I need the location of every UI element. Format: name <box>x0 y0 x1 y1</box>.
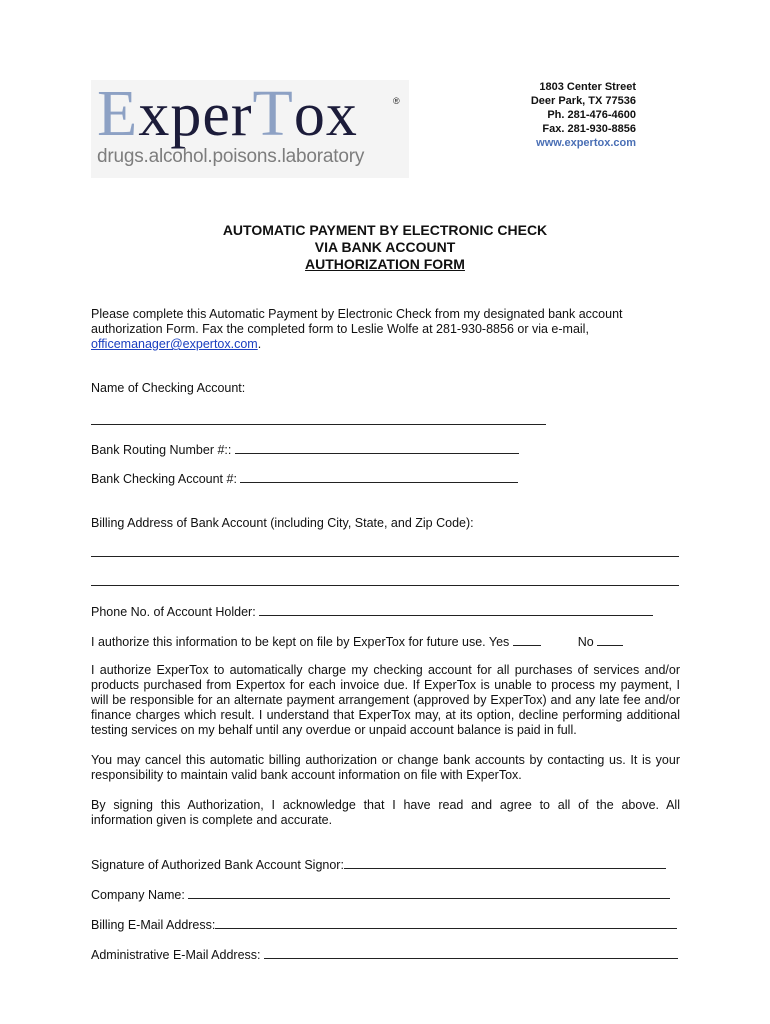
no-label: No <box>577 635 594 649</box>
expertox-logo <box>91 77 409 178</box>
office-manager-email-link[interactable]: officemanager@expertox.com <box>91 337 258 351</box>
signature-row <box>91 857 680 873</box>
phone-field[interactable] <box>259 604 653 616</box>
website-link[interactable]: www.expertox.com <box>536 137 636 149</box>
billing-address-field-2[interactable] <box>91 585 679 586</box>
title-line-1: AUTOMATIC PAYMENT BY ELECTRONIC CHECK <box>222 222 548 238</box>
title-line-3: AUTHORIZATION FORM <box>305 256 465 272</box>
company-label: Company Name: <box>91 888 185 902</box>
signature-field[interactable] <box>344 857 666 869</box>
cancel-paragraph: You may cancel this automatic billing authorization or change bank accounts by contacting us. It is your responsibility to maintain valid bank account information on file with ExperTox. <box>91 753 680 782</box>
authorize-file-label: I authorize this information to be kept on file by ExperTox for future use. Yes <box>91 635 510 649</box>
phone-label: Phone No. of Account Holder: <box>91 605 256 619</box>
authorize-charge-paragraph: I authorize ExperTox to automatically charge my checking account for all purchases of services and/or products purchased from Expertox for each invoice due. If ExperTox is unable to process my payment, I will be responsible for an alternate payment arrangement (approved by ExperTox) and any late fee and/or finance charges which result. I understand that ExperTox may, at its option, decline performing additional testing services on my behalf until any overdue or unpaid account balance is paid in full. <box>91 663 680 737</box>
yes-field[interactable] <box>513 634 541 646</box>
checking-account-name-label: Name of Checking Account: <box>91 381 246 395</box>
address-fax: Fax. 281-930-8856 <box>542 123 636 135</box>
logo-wordmark: ExperTox <box>97 77 358 150</box>
billing-address-label: Billing Address of Bank Account (including City, State, and Zip Code): <box>91 516 474 530</box>
form-title <box>0 222 770 273</box>
acknowledge-paragraph: By signing this Authorization, I acknowledge that I have read and agree to all of the above. All information given is complete and accurate. <box>91 798 680 827</box>
billing-email-label: Billing E-Mail Address: <box>91 918 216 932</box>
company-row <box>91 887 680 903</box>
intro-line-2: authorization Form. Fax the completed form to Leslie Wolfe at 281-930-8856 or via e-mail, <box>91 322 589 336</box>
account-number-field[interactable] <box>240 471 518 483</box>
account-number-row <box>91 471 680 487</box>
routing-number-field[interactable] <box>235 442 519 454</box>
registered-mark: ® <box>393 96 400 106</box>
logo-tagline: drugs.alcohol.poisons.laboratory <box>97 146 365 167</box>
checking-account-name-field[interactable] <box>91 424 546 425</box>
intro-paragraph: Please complete this Automatic Payment by Electronic Check from my designated bank account authorization Form. Fax the completed form to Leslie Wolfe at 281-930-8856 or via e-mail, officemanager@expertox.com. <box>91 307 680 352</box>
routing-number-row <box>91 442 680 458</box>
address-city: Deer Park, TX 77536 <box>530 95 636 107</box>
company-field[interactable] <box>188 887 670 899</box>
intro-line-1: Please complete this Automatic Payment by Electronic Check from my designated bank account <box>91 307 623 321</box>
billing-email-row <box>91 917 680 933</box>
admin-email-field[interactable] <box>264 947 678 959</box>
signature-label: Signature of Authorized Bank Account Signor: <box>91 858 344 872</box>
authorize-file-row <box>91 634 680 650</box>
title-line-2: VIA BANK ACCOUNT <box>314 239 456 255</box>
account-number-label: Bank Checking Account #: <box>91 472 237 486</box>
billing-address-field-1[interactable] <box>91 556 679 557</box>
no-field[interactable] <box>597 634 623 646</box>
admin-email-label: Administrative E-Mail Address: <box>91 948 261 962</box>
billing-email-field[interactable] <box>215 917 677 929</box>
routing-number-label: Bank Routing Number #:: <box>91 443 232 457</box>
admin-email-row <box>91 947 680 963</box>
address-street: 1803 Center Street <box>539 81 636 93</box>
address-phone: Ph. 281-476-4600 <box>547 109 636 121</box>
phone-row <box>91 604 680 620</box>
company-address <box>531 80 636 150</box>
